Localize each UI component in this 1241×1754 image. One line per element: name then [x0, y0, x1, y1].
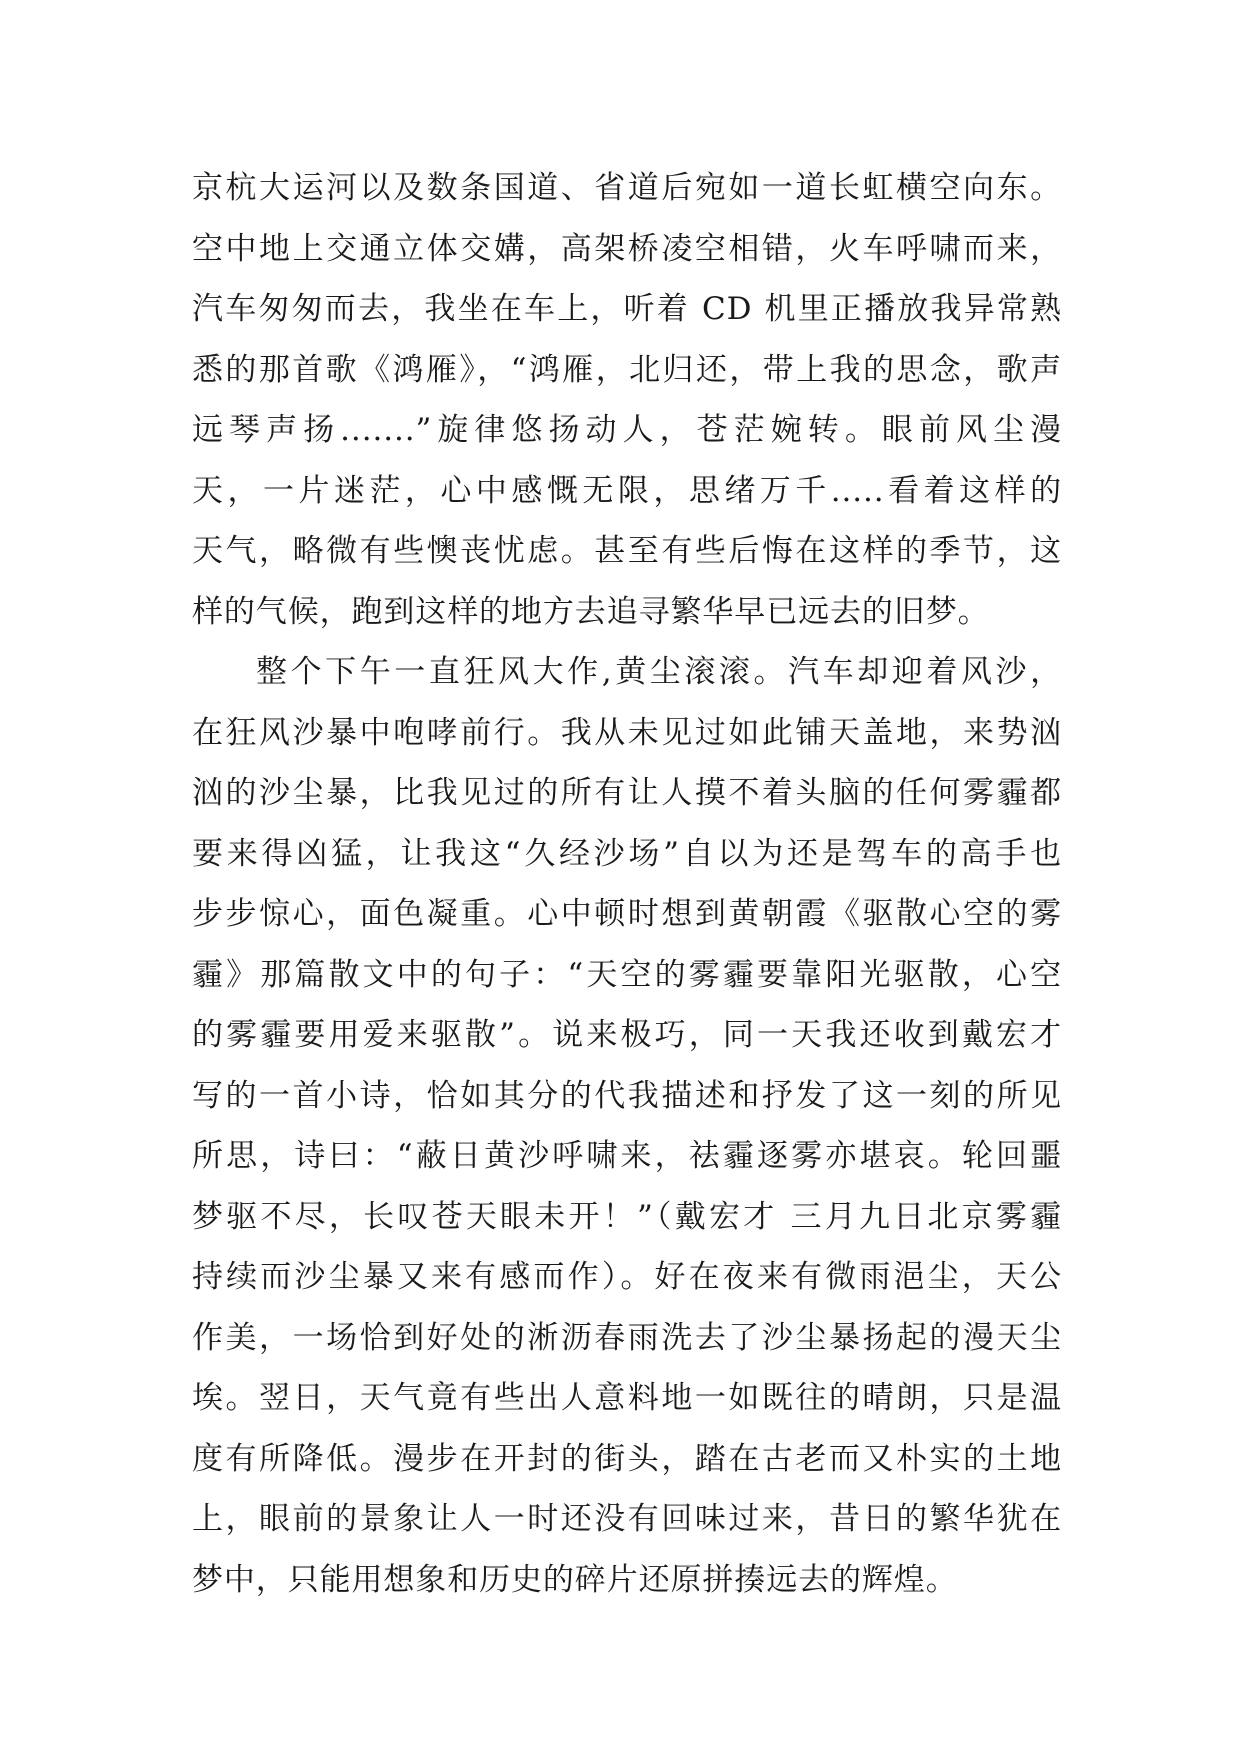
text-line: 梦驱不尽，长叹苍天眼未开！”（戴宏才 三月九日北京雾霾	[192, 1198, 1062, 1235]
text-line: 上，眼前的景象让人一时还没有回味过来，昔日的繁华犹在	[192, 1501, 1062, 1537]
text-line: 步步惊心，面色凝重。心中顿时想到黄朝霞《驱散心空的雾	[192, 896, 1062, 932]
text-line: 汹的沙尘暴，比我见过的所有让人摸不着头脑的任何雾霾都	[192, 775, 1062, 811]
text-line: 天，一片迷茫，心中感慨无限，思绪万千.....看着这样的	[192, 472, 1062, 509]
text-line: 要来得凶猛，让我这“久经沙场”自以为还是驾车的高手也	[192, 835, 1062, 872]
text-line: 霾》那篇散文中的句子：“天空的雾霾要靠阳光驱散，心空	[192, 956, 1062, 993]
text-line: 空中地上交通立体交媾，高架桥凌空相错，火车呼啸而来，	[192, 230, 1062, 267]
text-line: 在狂风沙暴中咆哮前行。我从未见过如此铺天盖地，来势汹	[192, 714, 1062, 751]
text-line: 天气，略微有些懊丧忧虑。甚至有些后悔在这样的季节，这	[192, 533, 1062, 569]
text-line: 样的气候，跑到这样的地方去追寻繁华早已远去的旧梦。	[192, 593, 990, 630]
text-line: 所思，诗曰：“蔽日黄沙呼啸来，祛霾逐雾亦堪哀。轮回噩	[192, 1138, 1062, 1174]
text-line: 度有所降低。漫步在开封的街头，踏在古老而又朴实的土地	[192, 1440, 1062, 1477]
body-text	[192, 158, 1062, 1610]
text-line: 汽车匆匆而去，我坐在车上，听着 CD 机里正播放我异常熟	[192, 291, 1062, 327]
text-line: 的雾霾要用爱来驱散”。说来极巧，同一天我还收到戴宏才	[192, 1017, 1062, 1053]
text-line: 写的一首小诗，恰如其分的代我描述和抒发了这一刻的所见	[192, 1077, 1062, 1114]
text-line: 京杭大运河以及数条国道、省道后宛如一道长虹横空向东。	[192, 170, 1062, 206]
text-line: 作美，一场恰到好处的淅沥春雨洗去了沙尘暴扬起的漫天尘	[192, 1319, 1062, 1356]
text-line: 远琴声扬.......”旋律悠扬动人，苍茫婉转。眼前风尘漫	[192, 412, 1062, 448]
text-line: 悉的那首歌《鸿雁》，“鸿雁，北归还，带上我的思念，歌声	[192, 351, 1062, 388]
paragraph-1	[192, 158, 1062, 642]
paragraph-2	[192, 642, 1062, 1610]
text-line: 持续而沙尘暴又来有感而作）。好在夜来有微雨浥尘，天公	[192, 1259, 1062, 1295]
text-line: 梦中，只能用想象和历史的碎片还原拼揍远去的辉煌。	[192, 1561, 958, 1598]
text-line: 整个下午一直狂风大作,黄尘滚滚。汽车却迎着风沙，	[256, 654, 1062, 690]
text-line: 埃。翌日，天气竟有些出人意料地一如既往的晴朗，只是温	[192, 1380, 1062, 1416]
